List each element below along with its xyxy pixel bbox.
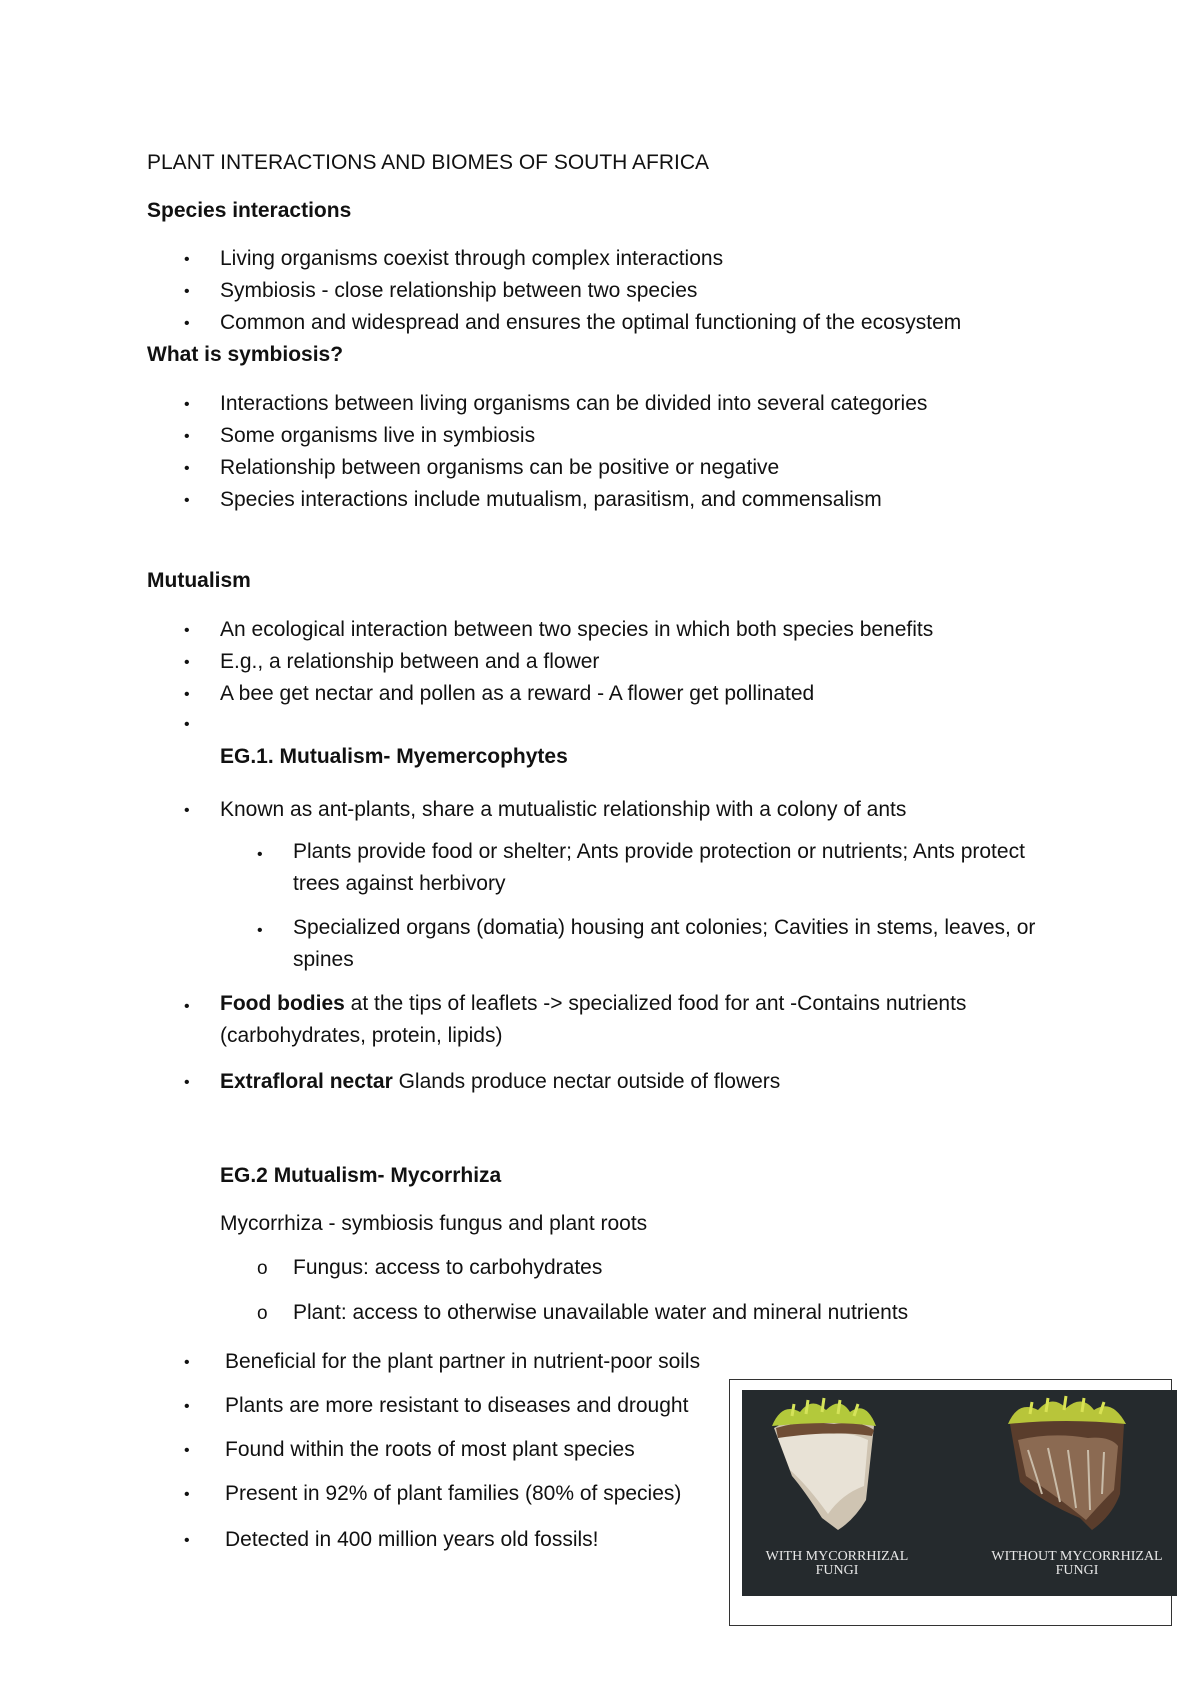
bullet: • — [184, 998, 190, 1015]
bullet: • — [184, 802, 190, 819]
list-item: Beneficial for the plant partner in nutrient-poor soils — [225, 1350, 701, 1373]
bullet: • — [184, 315, 190, 332]
bullet: • — [184, 492, 190, 509]
list-item: Plants provide food or shelter; Ants provide protection or nutrients; Ants protect trees against herbivory — [293, 840, 1025, 895]
list-item: An ecological interaction between two species in which both species benefits — [220, 618, 934, 641]
with-fungi-caption — [742, 1550, 932, 1578]
list-item: Species interactions include mutualism, parasitism, and commensalism — [220, 488, 882, 511]
list-item: Interactions between living organisms can be divided into several categories — [220, 392, 928, 415]
without-fungi-caption-line-1: WITHOUT MYCORRHIZAL — [991, 1549, 1163, 1564]
eg1-heading: EG.1. Mutualism- Myemercophytes — [220, 745, 568, 768]
list-item — [220, 988, 1040, 1052]
list-item: Relationship between organisms can be positive or negative — [220, 456, 780, 479]
symbiosis-heading: What is symbiosis? — [147, 343, 344, 366]
bullet: • — [184, 1354, 190, 1371]
bullet: • — [184, 1532, 190, 1549]
list-item — [220, 1069, 780, 1094]
bullet: • — [184, 622, 190, 639]
without-fungi-caption-line-2: FUNGI — [1055, 1563, 1099, 1578]
list-item: Plants are more resistant to diseases and drought — [225, 1394, 689, 1417]
bullet: • — [257, 846, 263, 863]
soil-without-fungi-image — [1008, 1396, 1126, 1530]
list-item: Living organisms coexist through complex interactions — [220, 247, 724, 270]
bullet: • — [184, 251, 190, 268]
document-title: PLANT INTERACTIONS AND BIOMES OF SOUTH AFRICA — [147, 151, 710, 174]
with-fungi-caption-line-2: FUNGI — [815, 1563, 859, 1578]
list-item: Known as ant-plants, share a mutualistic relationship with a colony of ants — [220, 798, 907, 821]
list-item: Specialized organs (domatia) housing ant colonies; Cavities in stems, leaves, or spines — [293, 916, 1036, 971]
bullet: • — [184, 1442, 190, 1459]
bullet: • — [184, 1074, 190, 1091]
list-item: Symbiosis - close relationship between two species — [220, 279, 698, 302]
list-item: Fungus: access to carbohydrates — [293, 1256, 603, 1279]
list-item: Plant: access to otherwise unavailable water and mineral nutrients — [293, 1301, 909, 1324]
list-item: Common and widespread and ensures the optimal functioning of the ecosystem — [220, 311, 962, 334]
circle-bullet: o — [257, 1303, 268, 1324]
species-interactions-heading: Species interactions — [147, 199, 352, 222]
bullet: • — [184, 1398, 190, 1415]
mycorrhiza-definition: Mycorrhiza - symbiosis fungus and plant roots — [220, 1212, 648, 1235]
mycorrhiza-figure — [742, 1390, 1177, 1596]
food-bodies-term: Food bodies — [220, 992, 345, 1015]
soil-with-fungi-image — [772, 1398, 876, 1530]
bullet: • — [184, 654, 190, 671]
bullet: • — [184, 686, 190, 703]
mutualism-heading: Mutualism — [147, 569, 251, 592]
list-item: Present in 92% of plant families (80% of species) — [225, 1482, 682, 1505]
list-item: Found within the roots of most plant species — [225, 1438, 635, 1461]
bullet: • — [184, 283, 190, 300]
list-item: A bee get nectar and pollen as a reward - A flower get pollinated — [220, 682, 815, 705]
bullet: • — [184, 716, 190, 733]
eg2-heading: EG.2 Mutualism- Mycorrhiza — [220, 1164, 502, 1187]
circle-bullet: o — [257, 1258, 268, 1279]
list-item: Detected in 400 million years old fossils! — [225, 1528, 599, 1551]
bullet: • — [184, 460, 190, 477]
food-bodies-description: at the tips of leaflets -> specialized food for ant -Contains nutrients (carbohydrates, protein, lipids) — [220, 992, 967, 1047]
bullet: • — [184, 396, 190, 413]
bullet: • — [184, 428, 190, 445]
list-item: Some organisms live in symbiosis — [220, 424, 536, 447]
extrafloral-nectar-description: Glands produce nectar outside of flowers — [392, 1070, 781, 1093]
without-fungi-caption — [977, 1550, 1177, 1578]
list-item: E.g., a relationship between and a flower — [220, 650, 600, 673]
bullet: • — [257, 922, 263, 939]
with-fungi-caption-line-1: WITH MYCORRHIZAL — [765, 1549, 909, 1564]
extrafloral-nectar-term: Extrafloral nectar — [220, 1070, 393, 1093]
bullet: • — [184, 1486, 190, 1503]
